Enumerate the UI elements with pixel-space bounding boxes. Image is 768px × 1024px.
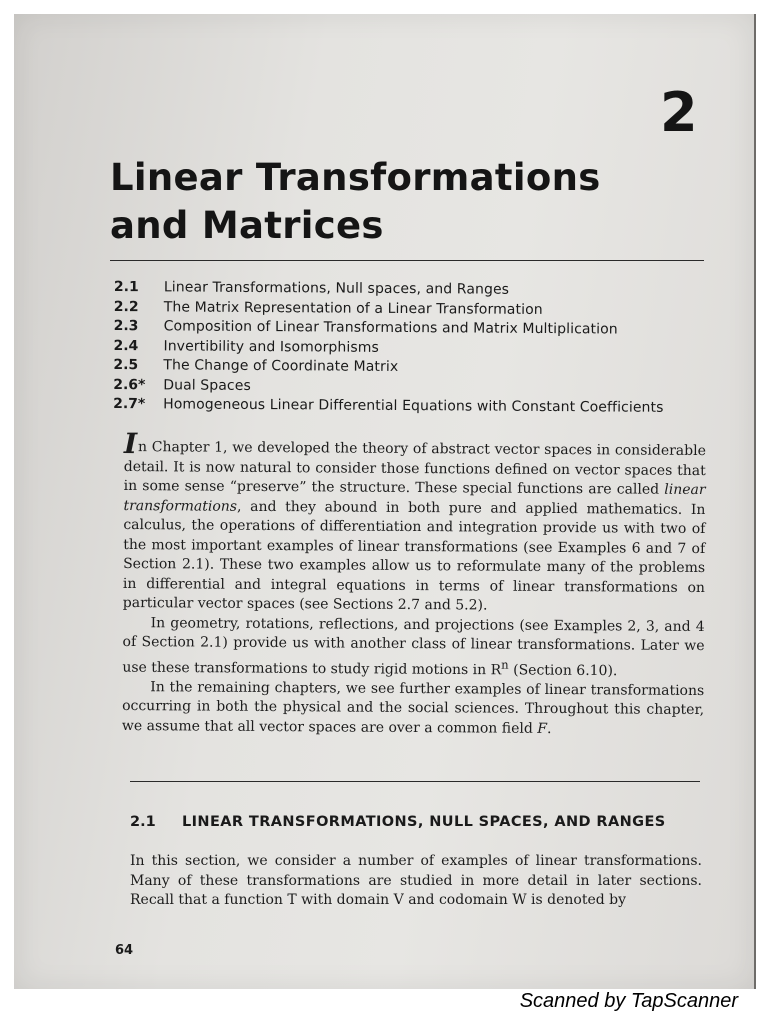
section-title: LINEAR TRANSFORMATIONS, NULL SPACES, AND RANGES (182, 814, 666, 830)
title-divider (110, 260, 704, 261)
section-number: 2.1 (130, 814, 156, 830)
section-divider (130, 781, 700, 782)
toc-number: 2.5 (113, 356, 139, 374)
toc-item (113, 393, 713, 417)
intro-paragraph: In geometry, rotations, reflections, and projections (see Examples 2, 3, and 4 of Section 2.1) provide us with another class of linear transformations. Later we use these transformations to study rigid motions in $R^n$ (Section 6.10). (122, 614, 705, 679)
toc-number: 2.7* (113, 395, 146, 413)
chapter-number: 2 (660, 81, 698, 144)
section-heading (130, 814, 666, 830)
toc-number: 2.6* (113, 376, 146, 393)
toc-number: 2.2 (113, 298, 139, 315)
toc-title: The Matrix Representation of a Linear Transformation (163, 298, 543, 318)
toc-title: Linear Transformations, Null spaces, and Ranges (163, 279, 510, 298)
toc-title: The Change of Coordinate Matrix (163, 357, 399, 375)
toc-title: Invertibility and Isomorphisms (163, 337, 380, 356)
chapter-title-line-2: and Matrices (110, 204, 384, 247)
page-number: 64 (115, 943, 134, 958)
drop-cap: I (123, 427, 138, 461)
toc-number: 2.3 (113, 317, 139, 335)
chapter-introduction (121, 427, 706, 740)
toc-title: Composition of Linear Transformations and Matrix Multiplication (163, 318, 618, 338)
section-paragraph: In this section, we consider a number of examples of linear transformations. Many of these transformations are studied in more detail in later sections. Recall that a function T with domain V and codomain W is denoted by (130, 853, 702, 908)
emphasis: linear transformations (123, 481, 706, 515)
toc-title: Dual Spaces (163, 376, 251, 394)
section-body (130, 852, 702, 911)
toc-title: Homogeneous Linear Differential Equations with Constant Coefficients (163, 396, 664, 416)
intro-paragraph: In the remaining chapters, we see further examples of linear transformations occurring in both the physical and the social sciences. Throughout this chapter, we assume that all vector spaces are over a common field F. (121, 678, 705, 737)
chapter-contents (113, 276, 714, 417)
chapter-title-line-1: Linear Transformations (110, 156, 601, 199)
emphasis: F (537, 720, 548, 737)
intro-paragraph: In Chapter 1, we developed the theory of abstract vector spaces in considerable detail. It is now natural to consider those functions defined on vector spaces that in some sense “preserve” the structure. These special functions are called linear transformations, and they abound in both pure and applied mathematics. In calculus, the operations of differentiation and integration provide us with two of the most important examples of linear transformations (see Examples 6 and 7 of Section 2.1). These two examples allow us to reformulate many of the problems in differential and integral equations in terms of linear transformations on particular vector spaces (see Sections 2.7 and 5.2). (122, 427, 706, 614)
chapter-title (110, 154, 601, 250)
scanner-watermark: Scanned by TapScanner (519, 990, 738, 1012)
toc-number: 2.4 (113, 337, 139, 354)
superscript: n (501, 657, 509, 672)
book-page (14, 14, 756, 989)
toc-number: 2.1 (113, 278, 139, 296)
